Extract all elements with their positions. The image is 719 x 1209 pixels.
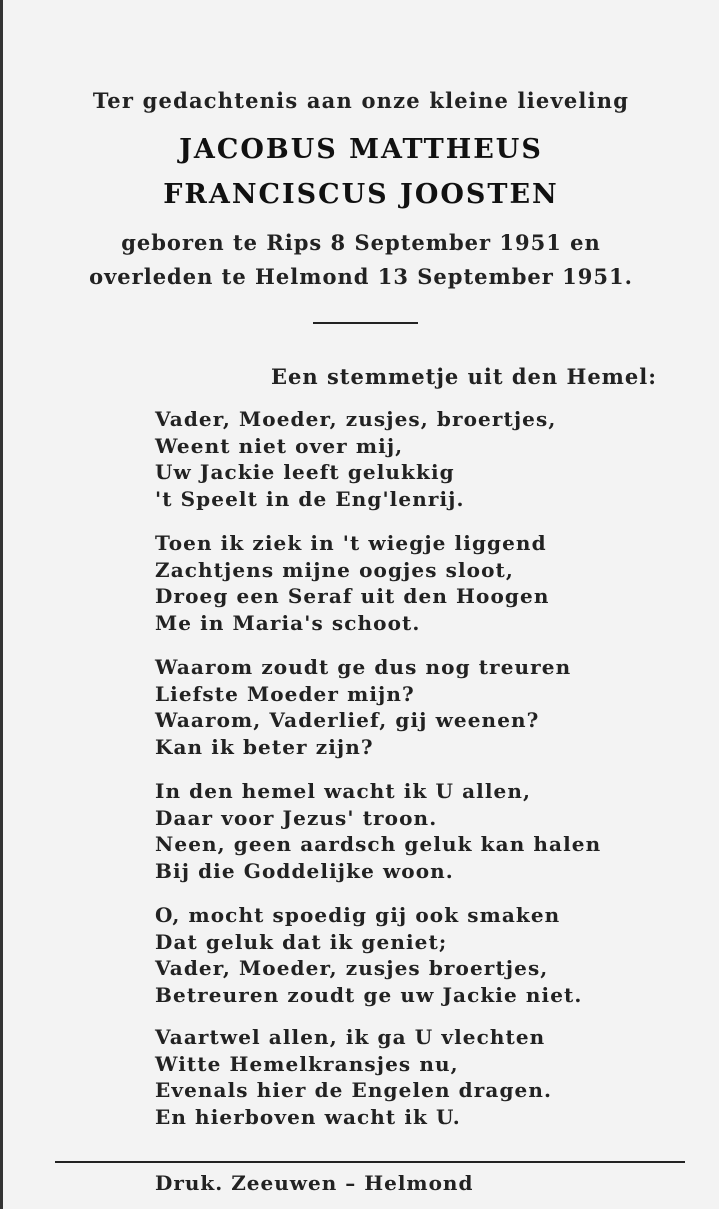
poem-line: Daar voor Jezus' troon.	[155, 805, 438, 830]
poem-line: O, mocht spoedig gij ook smaken	[155, 903, 561, 927]
intro-line: Ter gedachtenis aan onze kleine lieveling	[92, 88, 630, 113]
poem-line: Toen ik ziek in 't wiegje liggend	[155, 531, 547, 555]
poem-line: Vader, Moeder, zusjes broertjes,	[155, 956, 549, 980]
divider-long	[55, 1161, 685, 1163]
poem-line: Zachtjens mijne oogjes sloot,	[155, 557, 514, 582]
death-line: overleden te Helmond 13 September 1951.	[89, 264, 633, 289]
stanza-6	[155, 1024, 552, 1130]
poem-line: Neen, geen aardsch geluk kan halen	[155, 832, 602, 856]
stanza-3	[155, 654, 571, 760]
printer-credit: Druk. Zeeuwen – Helmond	[155, 1171, 474, 1195]
divider-short	[313, 322, 418, 324]
deceased-name-line-2: FRANCISCUS JOOSTEN	[163, 179, 559, 210]
poem-line: In den hemel wacht ik U allen,	[155, 779, 532, 803]
poem-line: Vaartwel allen, ik ga U vlechten	[155, 1025, 546, 1049]
poem-line: Betreuren zoudt ge uw Jackie niet.	[155, 982, 583, 1007]
stanza-2	[155, 530, 549, 636]
poem-line: En hierboven wacht ik U.	[155, 1104, 461, 1129]
poem-line: Waarom zoudt ge dus nog treuren	[155, 655, 572, 679]
poem-line: Bij die Goddelijke woon.	[155, 858, 454, 883]
stanza-4	[155, 778, 601, 884]
birth-line: geboren te Rips 8 September 1951 en	[121, 230, 601, 255]
poem-line: Liefste Moeder mijn?	[155, 681, 415, 706]
poem-line: Weent niet over mij,	[155, 433, 404, 458]
poem-line: Evenals hier de Engelen dragen.	[155, 1078, 553, 1102]
poem-line: Vader, Moeder, zusjes, broertjes,	[155, 407, 557, 431]
poem-line: Waarom, Vaderlief, gij weenen?	[155, 708, 540, 732]
poem-line: Uw Jackie leeft gelukkig	[155, 460, 455, 484]
poem-line: Dat geluk dat ik geniet;	[155, 929, 448, 954]
poem-line: Droeg een Seraf uit den Hoogen	[155, 584, 550, 608]
deceased-name-line-1: JACOBUS MATTHEUS	[179, 134, 543, 165]
stanza-1	[155, 406, 556, 512]
poem-line: Witte Hemelkransjes nu,	[155, 1051, 459, 1076]
poem-line: Kan ik beter zijn?	[155, 734, 374, 759]
stanza-5	[155, 902, 582, 1008]
poem-title: Een stemmetje uit den Hemel:	[271, 364, 657, 389]
poem-line: 't Speelt in de Eng'lenrij.	[155, 486, 465, 511]
poem-line: Me in Maria's schoot.	[155, 610, 421, 635]
